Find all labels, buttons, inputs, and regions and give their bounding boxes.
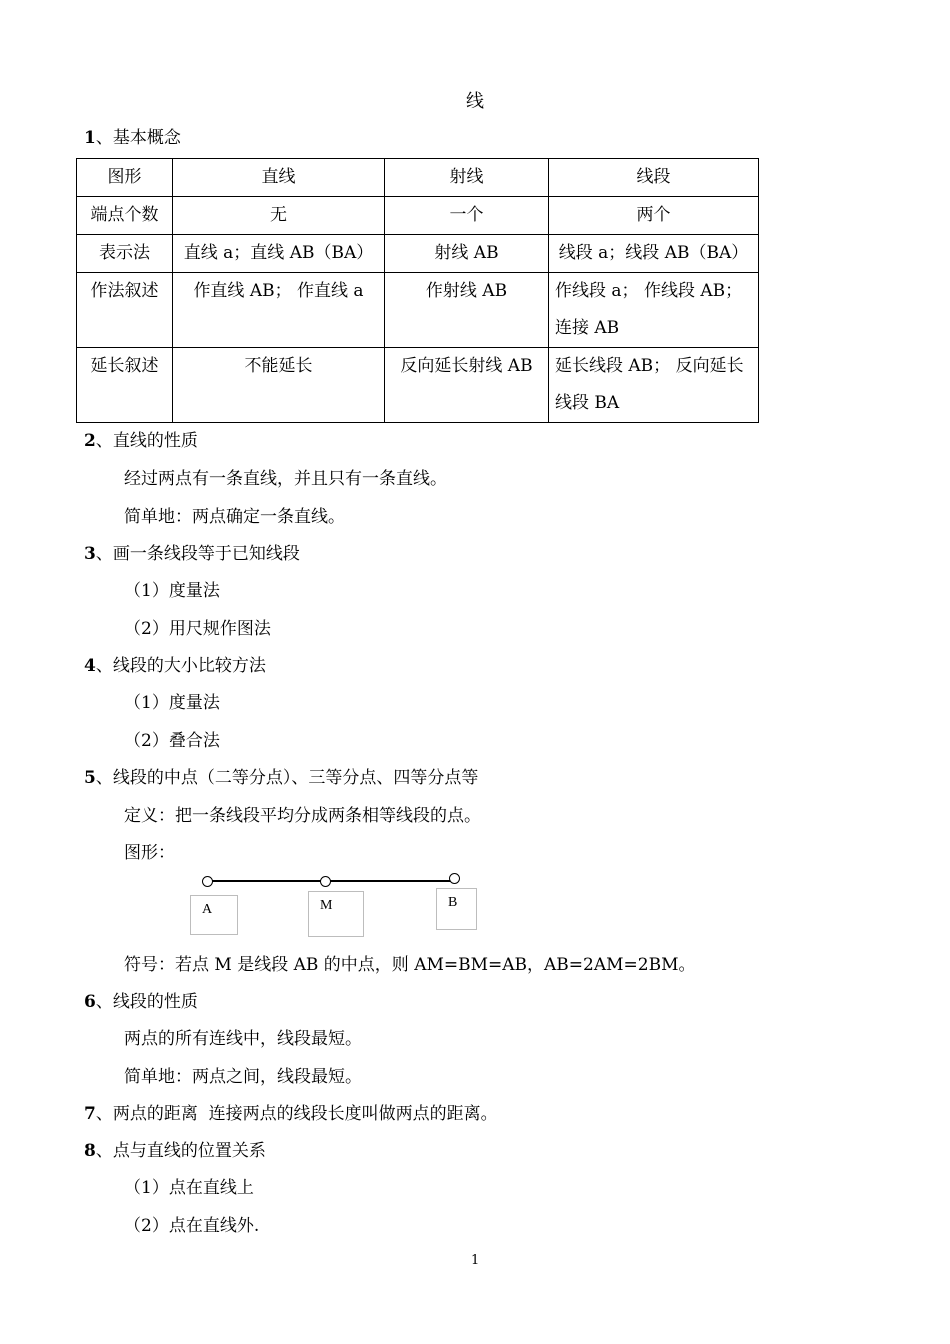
- section-number: 5: [84, 768, 96, 788]
- table-row: [77, 197, 759, 235]
- table-header-cell: 直线: [173, 159, 385, 197]
- point-b-marker: [449, 873, 460, 884]
- section-text: （1）度量法: [124, 581, 220, 601]
- table-cell: 表示法: [77, 235, 173, 273]
- table-cell: 直线 a；直线 AB（BA）: [173, 235, 385, 273]
- section-text: （2）点在直线外.: [124, 1216, 260, 1236]
- table-cell: 线段 a；线段 AB（BA）: [549, 235, 759, 273]
- section-title: 、点与直线的位置关系: [95, 1141, 266, 1161]
- table-header-cell: 射线: [385, 159, 549, 197]
- section-text: 图形：: [124, 843, 175, 863]
- section-text: 经过两点有一条直线，并且只有一条直线。: [124, 469, 447, 489]
- section-text: 简单地：两点之间，线段最短。: [124, 1067, 362, 1087]
- point-m-marker: [320, 876, 331, 887]
- section-1-heading: [84, 128, 181, 148]
- section-title: 、画一条线段等于已知线段: [95, 544, 300, 564]
- table-cell: 作线段 a； 作线段 AB；连接 AB: [549, 273, 759, 348]
- table-cell: 作射线 AB: [385, 273, 549, 348]
- section-number: 8: [84, 1141, 96, 1161]
- section-title: 、两点的距离 连接两点的线段长度叫做两点的距离。: [95, 1104, 498, 1124]
- section-text: （1）点在直线上: [124, 1178, 254, 1198]
- section-title: 、线段的大小比较方法: [95, 656, 266, 676]
- section-number: 6: [84, 992, 96, 1012]
- table-cell: 一个: [385, 197, 549, 235]
- table-cell: 不能延长: [173, 348, 385, 423]
- section-text: （2）叠合法: [124, 731, 220, 751]
- point-b-label: B: [436, 888, 477, 930]
- section-number: 1: [84, 128, 96, 148]
- page-title: 线: [466, 91, 484, 112]
- concept-table: [76, 158, 759, 423]
- section-text: 符号：若点 M 是线段 AB 的中点，则 AM=BM=AB，AB=2AM=2BM。: [124, 955, 696, 975]
- table-cell: 作直线 AB； 作直线 a: [173, 273, 385, 348]
- table-cell: 延长线段 AB； 反向延长线段 BA: [549, 348, 759, 423]
- section-text: 定义：把一条线段平均分成两条相等线段的点。: [124, 806, 481, 826]
- table-cell: 端点个数: [77, 197, 173, 235]
- table-cell: 无: [173, 197, 385, 235]
- section-number: 2: [84, 431, 96, 451]
- table-cell: 延长叙述: [77, 348, 173, 423]
- section-8-heading: [84, 1141, 266, 1161]
- section-number: 3: [84, 544, 96, 564]
- point-a-marker: [202, 876, 213, 887]
- table-row: [77, 159, 759, 197]
- table-cell: 射线 AB: [385, 235, 549, 273]
- section-text: （1）度量法: [124, 693, 220, 713]
- section-number: 4: [84, 656, 96, 676]
- section-5-heading: [84, 768, 478, 788]
- section-4-heading: [84, 656, 266, 676]
- section-7-heading: [84, 1104, 498, 1124]
- section-title: 、线段的中点（二等分点）、三等分点、四等分点等: [95, 768, 479, 788]
- section-title: 、基本概念: [95, 128, 181, 148]
- section-text: （2）用尺规作图法: [124, 619, 271, 639]
- section-title: 、线段的性质: [95, 992, 198, 1012]
- section-6-heading: [84, 992, 198, 1012]
- page-number: 1: [471, 1253, 480, 1268]
- section-3-heading: [84, 544, 300, 564]
- section-text: 简单地：两点确定一条直线。: [124, 507, 345, 527]
- table-cell: 作法叙述: [77, 273, 173, 348]
- table-header-cell: 线段: [549, 159, 759, 197]
- table-cell: 反向延长射线 AB: [385, 348, 549, 423]
- point-a-label: A: [190, 895, 238, 935]
- section-text: 两点的所有连线中，线段最短。: [124, 1029, 362, 1049]
- segment-ab: [208, 880, 456, 882]
- section-2-heading: [84, 431, 198, 451]
- table-row: [77, 348, 759, 423]
- table-header-cell: 图形: [77, 159, 173, 197]
- table-cell: 两个: [549, 197, 759, 235]
- table-row: [77, 235, 759, 273]
- table-row: [77, 273, 759, 348]
- section-title: 、直线的性质: [95, 431, 198, 451]
- section-number: 7: [84, 1104, 96, 1124]
- point-m-label: M: [308, 891, 364, 937]
